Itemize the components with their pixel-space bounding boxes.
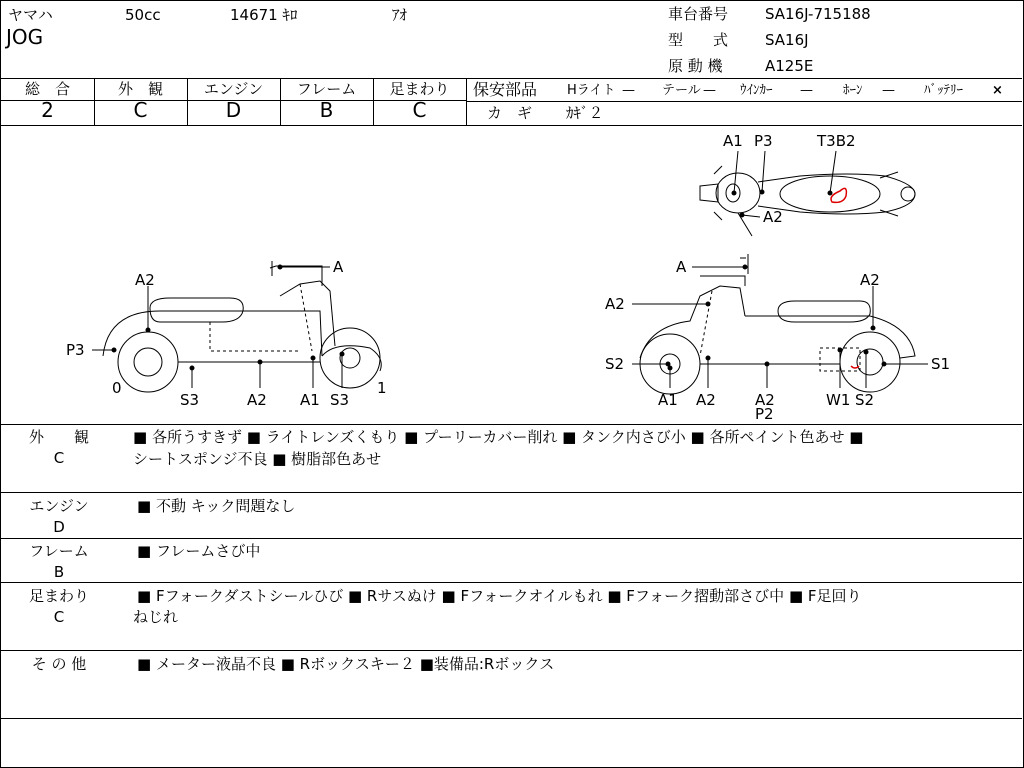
section-divider	[1, 650, 1022, 651]
mileage: 14671 ｷﾛ	[230, 6, 298, 24]
suspension-line-2: ねじれ	[133, 608, 179, 626]
left-label: A	[333, 258, 344, 276]
engine-grade: D	[53, 518, 65, 536]
battery-value: ×	[992, 83, 1003, 98]
grade-engine-value: D	[225, 98, 242, 122]
grade-frame-value: B	[319, 98, 334, 122]
grade-engine-label: エンジン	[203, 80, 264, 98]
section-divider	[1, 582, 1022, 583]
engine-title: エンジン	[29, 497, 89, 515]
horn-value: —	[882, 83, 895, 98]
suspension-title: 足まわり	[28, 587, 89, 605]
right-label: W1	[826, 391, 851, 409]
section-divider	[1, 538, 1022, 539]
frame-grade: B	[53, 563, 65, 581]
engine-value: A125E	[765, 57, 814, 75]
right-label: A2	[605, 295, 625, 313]
header-divider	[1, 78, 1022, 79]
right-label: S2	[605, 355, 625, 373]
suspension-line-1: ■ Fフォークダストシールひび ■ Rサスぬけ ■ Fフォークオイルもれ ■ Fフォーク摺動部さび中 ■ F足回り	[137, 587, 862, 605]
grade-suspension-value: C	[412, 98, 427, 122]
horn-name: ﾎｰﾝ	[843, 83, 863, 98]
winker-value: —	[800, 83, 813, 98]
damage-mark-top	[831, 188, 846, 202]
right-label: A2	[755, 391, 775, 409]
left-label: 1	[377, 379, 387, 397]
top-label: T3B2	[817, 132, 856, 150]
safety-label: 保安部品	[473, 80, 538, 99]
top-label: A1	[723, 132, 743, 150]
top-label: P3	[754, 132, 773, 150]
right-label: A1	[658, 391, 678, 409]
color: ｱｵ	[392, 6, 408, 24]
type-value: SA16J	[765, 31, 809, 49]
damage-diagram	[0, 126, 1024, 424]
grade-exterior-label: 外 観	[117, 80, 163, 98]
left-label: S3	[330, 391, 350, 409]
key-value: ｶｷﾞ２	[566, 104, 604, 122]
right-label: S2	[855, 391, 875, 409]
winker-name: ｳｲﾝｶｰ	[740, 83, 773, 98]
right-label: A2	[696, 391, 716, 409]
frame-line-1: ■ フレームさび中	[137, 542, 261, 560]
headlight-value: —	[622, 83, 635, 98]
frame-number: SA16J-715188	[765, 5, 871, 23]
battery-name: ﾊﾞｯﾃﾘｰ	[924, 83, 963, 98]
maker: ヤマハ	[8, 6, 53, 24]
left-label: P3	[66, 341, 85, 359]
frame-number-label: 車台番号	[668, 5, 729, 23]
top-view-scooter	[700, 166, 915, 236]
exterior-title: 外 観	[28, 428, 89, 446]
exterior-grade: C	[53, 449, 65, 467]
taillight-value: —	[703, 83, 716, 98]
grade-overall-label: 総 合	[24, 80, 70, 98]
right-label: S1	[931, 355, 951, 373]
model-name: JOG	[6, 25, 44, 49]
grade-suspension-label: 足まわり	[389, 80, 450, 98]
engine-label: 原 動 機	[668, 57, 723, 75]
exterior-line-1: ■ 各所うすきず ■ ライトレンズくもり ■ プーリーカバー削れ ■ タンク内さび小 ■ 各所ペイント色あせ ■	[133, 428, 864, 446]
right-label: P2	[755, 405, 774, 423]
headlight-name: Hライト	[567, 83, 616, 98]
damage-mark-right	[851, 366, 859, 368]
right-label: A2	[860, 271, 880, 289]
grade-exterior-value: C	[133, 98, 148, 122]
key-label: カ ギ	[487, 104, 533, 122]
exterior-line-2: シートスポンジ不良 ■ 樹脂部色あせ	[133, 450, 382, 468]
engine-line-1: ■ 不動 キック問題なし	[137, 497, 296, 515]
diagram-divider	[1, 424, 1022, 425]
safety-midline	[466, 101, 1022, 102]
other-title: そ の 他	[31, 655, 87, 673]
right-label: A	[676, 258, 687, 276]
suspension-grade: C	[53, 608, 65, 626]
displacement: 50cc	[125, 6, 161, 24]
left-label: 0	[112, 379, 122, 397]
left-label: A2	[135, 271, 155, 289]
top-label: A2	[763, 208, 783, 226]
type-label: 型 式	[668, 31, 729, 49]
left-label: S3	[180, 391, 200, 409]
left-label: A1	[300, 391, 320, 409]
grade-frame-label: フレーム	[296, 80, 357, 98]
frame-title: フレーム	[29, 542, 89, 560]
other-line-1: ■ メーター液晶不良 ■ Rボックスキー２ ■装備品:Rボックス	[137, 655, 555, 673]
taillight-name: テール	[662, 83, 701, 98]
grade-overall-value: 2	[41, 98, 54, 122]
section-divider	[1, 718, 1022, 719]
section-divider	[1, 492, 1022, 493]
left-label: A2	[247, 391, 267, 409]
